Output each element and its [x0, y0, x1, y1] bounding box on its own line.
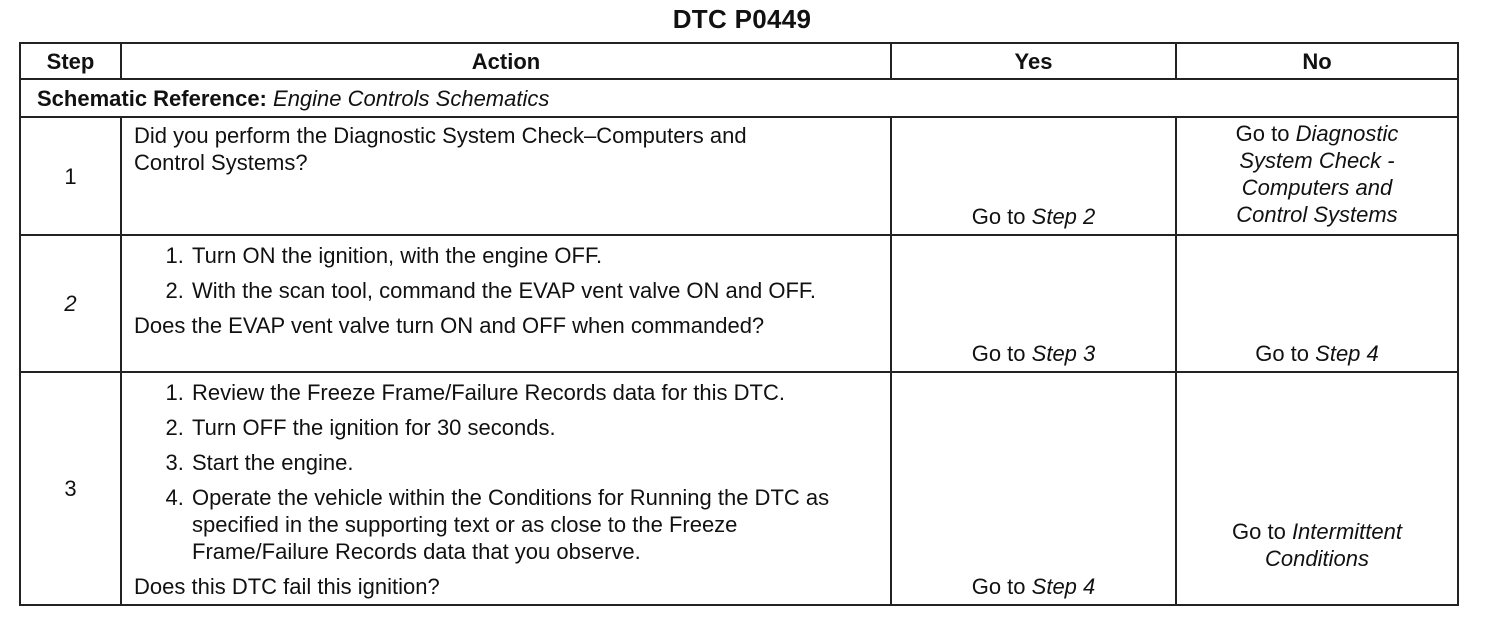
goto-link[interactable]: Computers and	[1241, 175, 1393, 200]
action-cell	[121, 117, 891, 235]
no-cell	[1176, 117, 1458, 235]
goto-link[interactable]: Control Systems	[1236, 202, 1398, 227]
list-item: 2. Turn OFF the ignition for 30 seconds.	[190, 414, 882, 441]
schematic-label: Schematic Reference:	[37, 85, 267, 111]
goto-link[interactable]: Conditions	[1265, 546, 1369, 571]
goto-step-link[interactable]: Step 4	[1031, 574, 1096, 599]
action-text: Did you perform the Diagnostic System Check–Computers and	[134, 123, 747, 148]
yes-cell	[891, 372, 1176, 605]
goto-label: Go to	[1235, 121, 1290, 146]
action-cell	[121, 235, 891, 372]
schematic-reference	[20, 79, 1458, 117]
goto-label: Go to	[971, 204, 1026, 229]
no-cell	[1176, 372, 1458, 605]
list-item: 1. Review the Freeze Frame/Failure Records data for this DTC.	[190, 379, 882, 406]
action-text: Control Systems?	[134, 150, 308, 175]
question-text: Does the EVAP vent valve turn ON and OFF when commanded?	[134, 313, 765, 338]
list-item: 3. Start the engine.	[190, 449, 882, 476]
no-cell	[1176, 235, 1458, 372]
yes-cell	[891, 117, 1176, 235]
action-list	[134, 242, 882, 304]
list-item: 4. Operate the vehicle within the Conditions for Running the DTC as specified in the supporting text or as close to the Freeze Frame/Failure Records data that you observe.	[190, 484, 882, 565]
goto-link[interactable]: System Check -	[1239, 148, 1395, 173]
header-row	[20, 43, 1458, 79]
table-row	[20, 235, 1458, 372]
goto-label: Go to	[971, 574, 1026, 599]
step-number: 3	[20, 372, 121, 605]
list-item: 2. With the scan tool, command the EVAP vent valve ON and OFF.	[190, 277, 882, 304]
step-number: 1	[20, 117, 121, 235]
goto-step-link[interactable]: Step 4	[1315, 341, 1379, 366]
goto-label: Go to	[971, 341, 1026, 366]
goto-label: Go to	[1255, 341, 1310, 366]
action-cell	[121, 372, 891, 605]
goto-label: Go to	[1232, 519, 1286, 544]
page-title: DTC P0449	[672, 4, 812, 34]
header-no: No	[1176, 43, 1458, 79]
action-list	[134, 379, 882, 565]
goto-link[interactable]: Diagnostic	[1295, 121, 1399, 146]
yes-cell	[891, 235, 1176, 372]
header-action: Action	[121, 43, 891, 79]
question-text: Does this DTC fail this ignition?	[134, 574, 440, 599]
schematic-row	[20, 79, 1458, 117]
header-yes: Yes	[891, 43, 1176, 79]
header-step: Step	[20, 43, 121, 79]
goto-step-link[interactable]: Step 3	[1031, 341, 1096, 366]
goto-step-link[interactable]: Step 2	[1031, 204, 1096, 229]
schematic-link[interactable]: Engine Controls Schematics	[273, 85, 550, 111]
list-item: 1. Turn ON the ignition, with the engine OFF.	[190, 242, 882, 269]
diagnostic-table	[19, 42, 1459, 606]
no-goto-line	[1177, 120, 1457, 147]
table-row	[20, 372, 1458, 605]
step-number: 2	[20, 235, 121, 372]
no-goto-line	[1177, 518, 1457, 545]
table-row	[20, 117, 1458, 235]
goto-link[interactable]: Intermittent	[1291, 519, 1402, 544]
